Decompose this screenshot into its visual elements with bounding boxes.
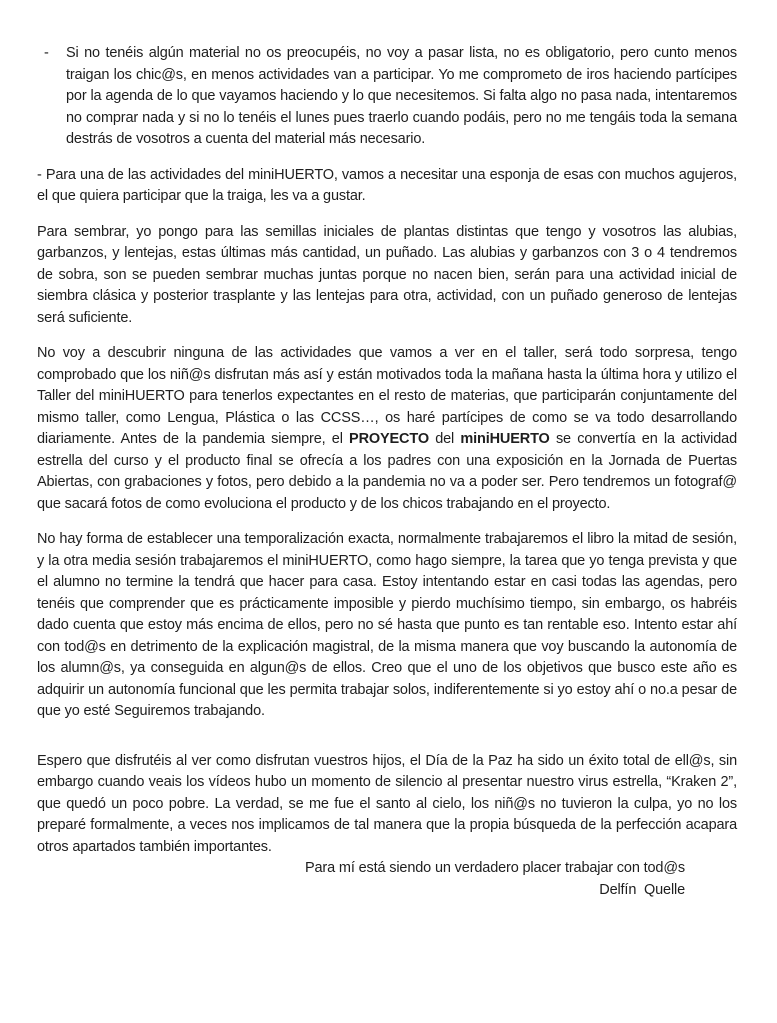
paragraph-temporalizacion — [37, 529, 737, 723]
paragraph-text: Para sembrar, yo pongo para las semillas iniciales de plantas distintas que tengo y vosotros las alubias, garbanzos, y lentejas, estas últimas más cantidad, un puñado. Las alubias y garbanzos con 3 o 4 tendremos de sobra, son se pueden sembrar muchas juntas porque no nacen bien, serán para una actividad inicial de siembra clásica y posterior trasplante y las lentejas para otra, actividad, con un puñado generoso de lentejas será suficiente. — [37, 223, 737, 326]
paragraph-sembrar — [37, 222, 737, 330]
bullet-marker: - — [44, 45, 49, 61]
paragraph-text: del — [428, 431, 461, 447]
paragraph-text: Espero que disfrutéis al ver como disfrutan vuestros hijos, el Día de la Paz ha sido un éxito total de ell@s, sin embargo cuando veais los vídeos hubo un momento de silencio al presentar nuestro virus estrella, “Kraken 2”, que quedó un poco pobre. La verdad, se me fue el santo al cielo, los niñ@s no tuvieron la culpa, yo no los preparé formalmente, a veces nos implicamos de tal manera que la propia búsqueda de la perfección acapara otros apartados también importantes. — [37, 752, 737, 855]
list-item-text: Si no tenéis algún material no os preocupéis, no voy a pasar lista, no es obligatorio, pero cunto menos traigan los chic@s, en menos actividades van a participar. Yo me comprometo de iros haciendo partícipes por la agenda de lo que vayamos haciendo y lo que necesitemos. Si falta algo no pasa nada, intentaremos no comprar nada y si no lo tenéis el lunes pues traerlo cuando podáis, pero no me tengáis toda la semana destrás de vosotros a cuenta del material más necesario. — [66, 45, 737, 147]
signature-name: Delfín Quelle — [599, 881, 685, 898]
document-body — [37, 43, 737, 901]
list-item-material — [44, 43, 737, 151]
paragraph-taller — [37, 343, 737, 515]
bold-word-minihuerto: miniHUERTO — [460, 431, 550, 447]
bold-word-proyecto: PROYECTO — [349, 431, 429, 447]
closing-text: Para mí está siendo un verdadero placer trabajar con tod@s — [304, 860, 685, 876]
closing-line — [37, 858, 737, 880]
paragraph-dia-paz — [37, 751, 737, 859]
paragraph-text: No hay forma de establecer una temporalización exacta, normalmente trabajaremos el libro la mitad de sesión, y la otra media sesión trabajaremos el miniHUERTO, como hago siempre, la tarea que yo tenga prevista y que el alumno no termine la tendrá que hacer para casa. Estoy intentando estar en casi todas las agendas, pero tenéis que comprender que es prácticamente imposible y pierdo muchísimo tiempo, sin embargo, os habréis dado cuenta que estoy más encima de ellos, pero no sé hasta que punto es tan rentable eso. Intento estar ahí con tod@s en detrimento de la explicación magistral, de la misma manera que voy buscando la autonomía de los alumn@s, ya conseguida en algun@s de ellos. Creo que el uno de los objetivos que busco este año es adquirir un autonomía funcional que les permita trabajar solos, indiferentemente si yo estoy ahí o no.a pesar de que yo esté Seguiremos trabajando. — [37, 531, 737, 719]
list-item-text: - Para una de las actividades del miniHUERTO, vamos a necesitar una esponja de esas con muchos agujeros, el que quiera participar que la traiga, les va a gustar. — [37, 166, 737, 204]
list-item-esponja — [37, 165, 737, 208]
paragraph-text: No voy a descubrir ninguna de las actividades que vamos a ver en el taller, será todo sorpresa, tengo comprobado que los niñ@s disfrutan más así y están motivados toda la mañana hasta la última hora y utilizo el Taller del miniHUERTO para tenerlos expectantes en el resto de materias, que participarán conjuntamente del mismo taller, como Lengua, Plástica o las CCSS…, os haré partícipes de como se va todo desarrollando diariamente. Antes de la pandemia siempre, el — [37, 345, 737, 447]
signature — [37, 880, 737, 902]
paragraph-text: se convertía en la actividad estrella del curso y el producto final se ofrecía a los padres con una exposición en la Jornada de Puertas Abiertas, con grabaciones y fotos, pero debido a la pandemia no va a poder ser. Pero tendremos un fotograf@ que sacará fotos de como evoluciona el producto y de los chicos trabajando en el proyecto. — [37, 431, 737, 512]
